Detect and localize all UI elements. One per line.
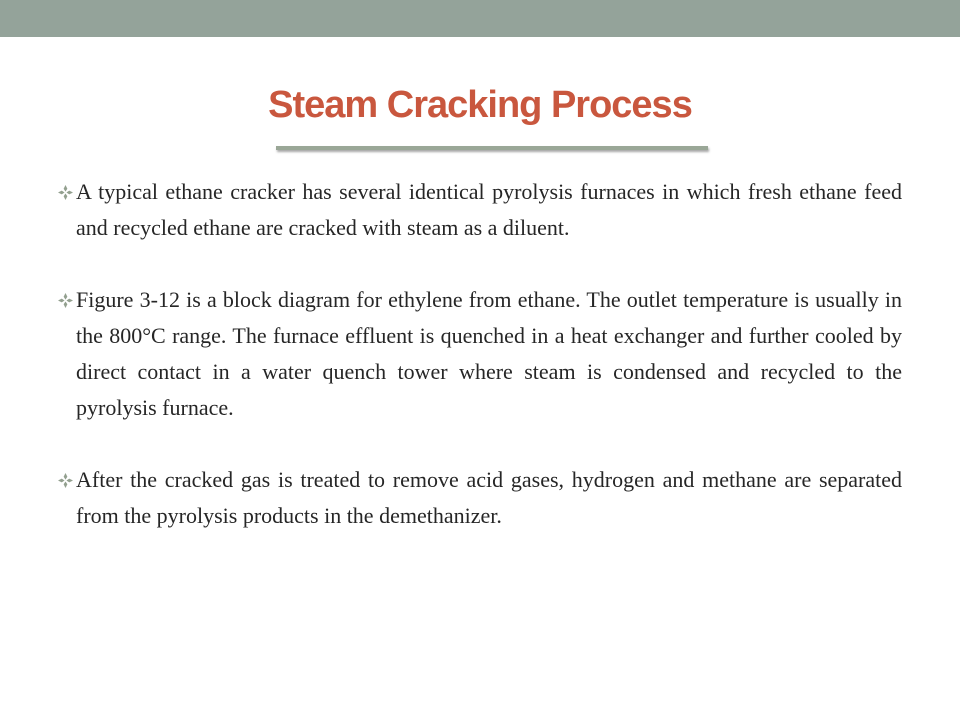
bullet-text: A typical ethane cracker has several identical pyrolysis furnaces in which fresh ethane feed and recycled ethane are cracked with steam as a diluent.	[76, 179, 902, 240]
four-petal-diamond-icon	[58, 473, 73, 488]
bullet-list	[58, 174, 902, 534]
four-petal-diamond-icon	[58, 185, 73, 200]
bullet-text: After the cracked gas is treated to remove acid gases, hydrogen and methane are separated from the pyrolysis products in the demethanizer.	[76, 467, 902, 528]
bullet-item	[58, 174, 902, 246]
slide-title: Steam Cracking Process	[268, 84, 692, 126]
title-underline	[276, 146, 708, 150]
bullet-text: Figure 3-12 is a block diagram for ethylene from ethane. The outlet temperature is usually in the 800°C range. The furnace effluent is quenched in a heat exchanger and further cooled by direct contact in a water quench tower where steam is condensed and recycled to the pyrolysis furnace.	[76, 287, 902, 420]
four-petal-diamond-icon	[58, 293, 73, 308]
top-accent-bar	[0, 0, 960, 37]
bullet-item	[58, 462, 902, 534]
bullet-item	[58, 282, 902, 426]
